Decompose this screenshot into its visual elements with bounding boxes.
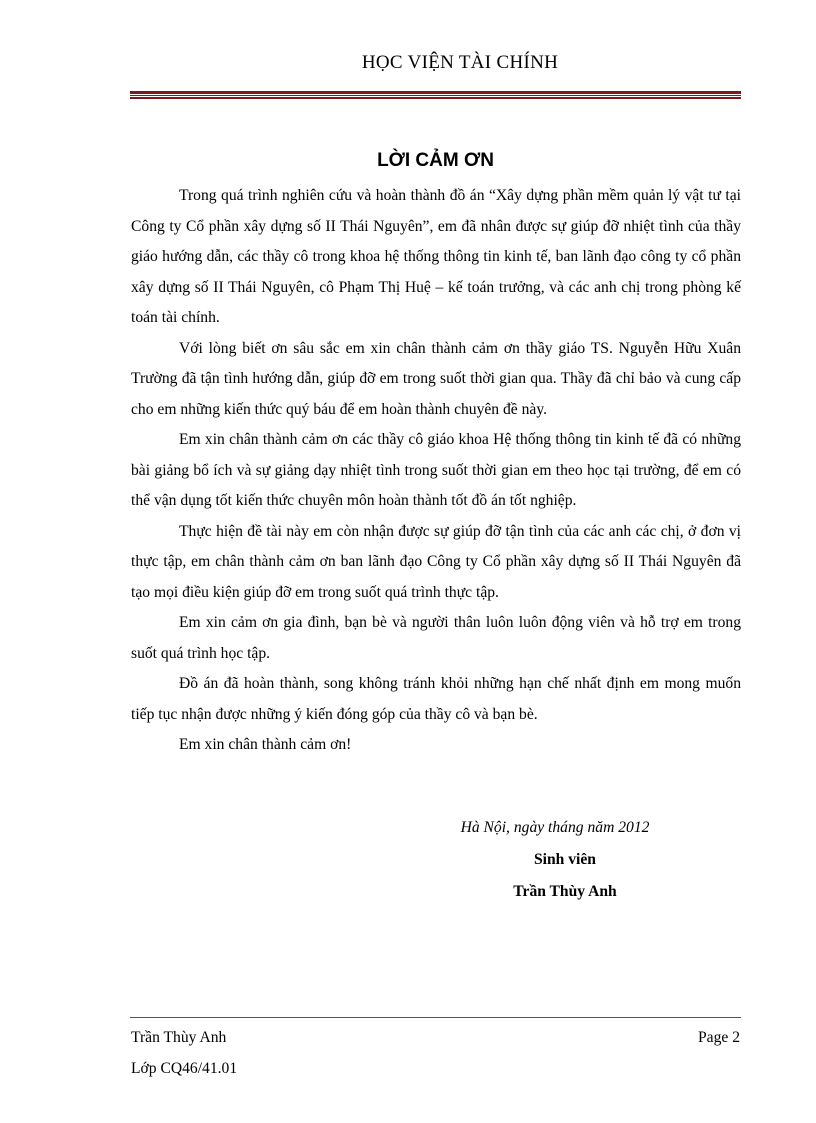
document-body <box>131 181 741 761</box>
page-number: Page 2 <box>697 1029 740 1046</box>
footer-author: Trần Thùy Anh <box>131 1029 227 1046</box>
footer-rule <box>130 1017 741 1018</box>
signature-name: Trần Thùy Anh <box>513 883 617 900</box>
document-heading: LỜI CẢM ƠN <box>377 150 494 171</box>
footer-class: Lớp CQ46/41.01 <box>131 1060 238 1077</box>
header-rule-thin <box>130 95 741 96</box>
paragraph: Em xin chân thành cảm ơn các thầy cô giáo khoa Hệ thống thông tin kinh tế đã có những bài giảng bổ ích và sự giảng dạy nhiệt tình trong suốt thời gian em theo học tại trường, để em có thể vận dụng tốt kiến thức chuyên môn hoàn thành tốt đồ án tốt nghiệp. <box>131 431 741 509</box>
paragraph: Đồ án đã hoàn thành, song không tránh khỏi những hạn chế nhất định em mong muốn tiếp tục nhận được những ý kiến đóng góp của thầy cô và bạn bè. <box>131 675 741 723</box>
signature-place-date: Hà Nội, ngày tháng năm 2012 <box>460 819 650 836</box>
signature-role: Sinh viên <box>534 851 596 868</box>
header-title: HỌC VIỆN TÀI CHÍNH <box>361 52 559 73</box>
paragraph: Em xin cảm ơn gia đình, bạn bè và người thân luôn luôn động viên và hỗ trợ em trong suốt quá trình học tập. <box>131 614 741 662</box>
paragraph: Em xin chân thành cảm ơn! <box>179 736 352 753</box>
paragraph: Thực hiện đề tài này em còn nhận được sự giúp đỡ tận tình của các anh các chị, ở đơn vị thực tập, em chân thành cảm ơn ban lãnh đạo Công ty Cổ phần xây dựng số II Thái Nguyên đã tạo mọi điều kiện giúp đỡ em trong suốt quá trình thực tập. <box>131 522 741 601</box>
header-rule <box>130 91 741 94</box>
paragraph: Với lòng biết ơn sâu sắc em xin chân thành cảm ơn thầy giáo TS. Nguyễn Hữu Xuân Trường đã tận tình hướng dẫn, giúp đỡ em trong suốt thời gian qua. Thầy đã chỉ bảo và cung cấp cho em những kiến thức quý báu để em hoàn thành chuyên đề này. <box>131 339 741 418</box>
header-rule-bottom <box>130 97 741 99</box>
paragraph: Trong quá trình nghiên cứu và hoàn thành đồ án “Xây dựng phần mềm quản lý vật tư tại Công ty Cổ phần xây dựng số II Thái Nguyên”, em đã nhân được sự giúp đỡ nhiệt tình của thầy giáo hướng dẫn, các thầy cô trong khoa hệ thống thông tin kinh tế, ban lãnh đạo công ty cổ phần xây dựng số II Thái Nguyên, cô Phạm Thị Huệ – kế toán trưởng, và các anh chị trong phòng kế toán tài chính. <box>131 187 741 326</box>
